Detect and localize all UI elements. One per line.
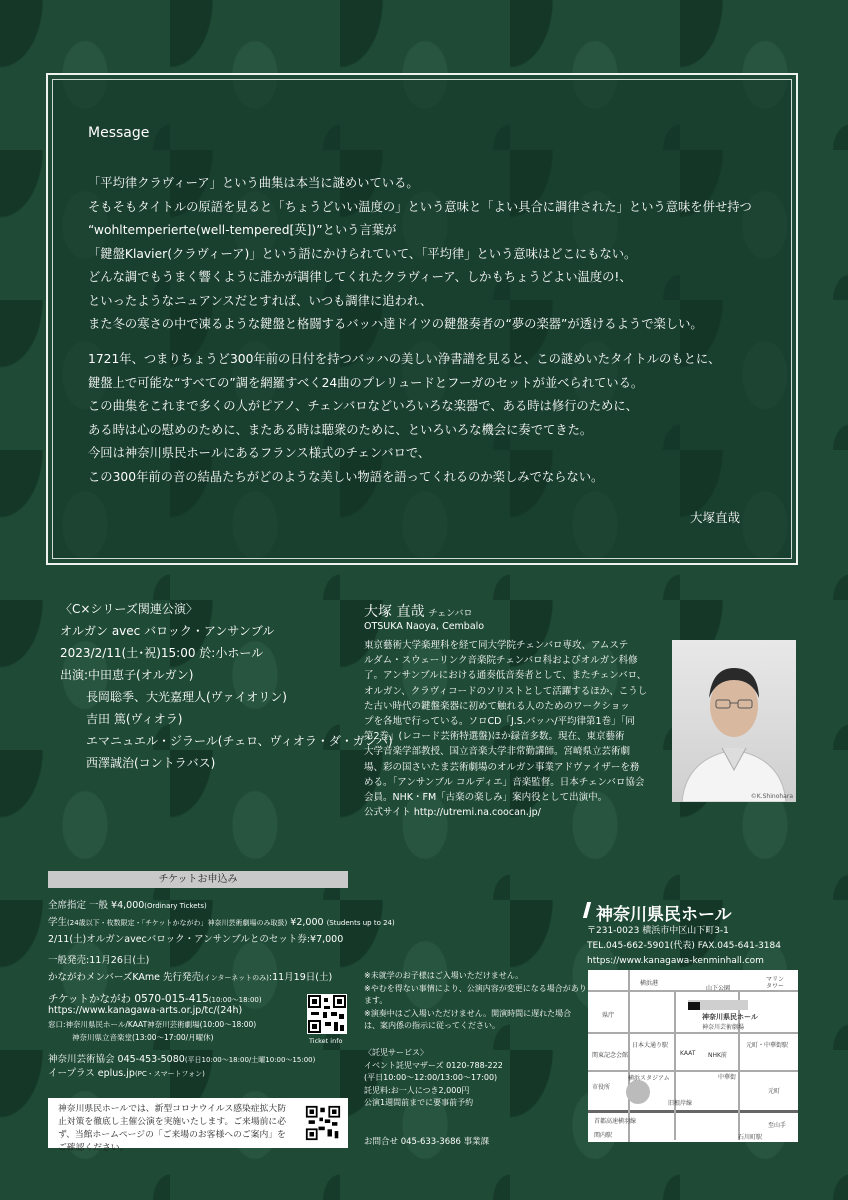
artist-name-text: 大塚 直哉 [364, 604, 425, 620]
ticket-header: チケットお申込み [48, 871, 348, 888]
hall-address: 〒231-0023 横浜市中区山下町3-1 [587, 926, 729, 936]
eplus-note: (PC・スマートフォン) [134, 1070, 205, 1078]
map-road [588, 990, 798, 992]
artist-roman: OTSUKA Naoya, Cembalo [364, 621, 485, 632]
kanagawa-hours: (10:00〜18:00) [208, 996, 262, 1004]
ticket-member-presale [48, 969, 332, 983]
ticket-kanagawa-url[interactable]: https://www.kanagawa-arts.or.jp/tc/(24h) [48, 1005, 243, 1016]
hall-name: 神奈川県民ホール [596, 905, 732, 925]
bio-line: プを各地で行っている。ソロCD「J.S.バッハ/平均律第1巻」「同 [364, 716, 635, 728]
member-note: (インターネットのみ) [201, 974, 269, 982]
bio-line: 大学音楽学部教授、国立音楽大学非常勤講師。宮崎県立芸術劇 [364, 746, 631, 758]
qr-icon [307, 994, 347, 1034]
message-line: この300年前の音の結晶たちがどのような美しい物語を語ってくれるのか楽しみでならない。 [88, 469, 604, 484]
message-line: どんな調でもうまく響くように誰かが調律してくれたクラヴィーア、しかもちょうどよい温度の!、 [88, 270, 632, 284]
ticket-set: 2/11(土)オルガンavecバロック・アンサンブルとのセット券:¥7,000 [48, 934, 344, 945]
map-railway [588, 1110, 798, 1113]
artist-photo [672, 640, 796, 802]
ticket-sale-date: 一般発売:11月26日(土) [48, 955, 150, 966]
price-general: 全席指定 一般 ¥4,000 [48, 900, 145, 911]
bio-line: める。「アンサンブル コルディエ」音楽監督。日本チェンバロ協会 [364, 776, 645, 788]
member-label: かながわメンバーズKAme 先行発売 [48, 972, 202, 983]
map-label: 石川町駅 [738, 1134, 763, 1141]
photo-credit: ©K.Shinohara [750, 793, 793, 800]
service-line: (平日10:00〜12:00/13:00〜17:00) [364, 1073, 498, 1082]
bio-line: 東京藝術大学楽理科を経て同大学院チェンバロ専攻、アムステ [364, 640, 629, 651]
note-line: ※演奏中はご入場いただけません。開演時間に遅れた場合 [364, 1008, 572, 1018]
bio-line: 了。アンサンブルにおける通奏低音奏者として、またチェンバロ、 [364, 670, 647, 682]
assoc-phone[interactable]: 神奈川芸術協会 045-453-5080 [48, 1054, 185, 1065]
artist-role: チェンバロ [428, 609, 473, 619]
access-map [588, 970, 798, 1142]
map-label: 中華街 [718, 1074, 737, 1081]
member-date: :11月19日(土) [268, 972, 333, 983]
ticket-kanagawa [48, 991, 262, 1006]
message-title: Message [88, 125, 150, 141]
service-line: 公演1週間前までに要事前予約 [364, 1098, 474, 1107]
message-signature: 大塚直哉 [690, 510, 741, 525]
map-road [588, 1032, 798, 1034]
note-line: ※未就学のお子様はご入場いただけません。 [364, 971, 524, 980]
related-concert [60, 598, 393, 774]
message-paragraph-1 [88, 172, 752, 337]
message-line: 鍵盤上で可能な“すべての”調を網羅すべく24曲のプレリュードとフーガのセットが並べられている。 [88, 375, 644, 390]
related-heading: 〈C×シリーズ関連公演〉 [60, 602, 198, 616]
map-label: 県庁 [602, 1012, 615, 1019]
message-line: といったようなニュアンスだとすれば、いつも調律に追われ、 [88, 293, 433, 308]
assoc-hours: (平日10:00〜18:00/土曜10:00〜15:00) [184, 1056, 316, 1064]
map-label: KAAT [680, 1050, 696, 1057]
price-student-note: (24歳以下・枚数限定・「チケットかながわ」神奈川芸術劇場のみ取扱) [67, 919, 288, 927]
related-datetime: 2023/2/11(土･祝)15:00 於:小ホール [60, 646, 264, 660]
bio-line: 会員。NHK・FM「古楽の楽しみ」案内役として出演中。 [364, 792, 608, 804]
map-label: 至山手 [768, 1122, 787, 1129]
message-line: 今回は神奈川県民ホールにあるフランス様式のチェンバロで、 [88, 446, 431, 460]
message-line: そもそもタイトルの原語を見ると「ちょうどいい温度の」という意味と「よい具合に調律された」という意味を併せ持つ [88, 199, 752, 214]
note-line: ※やむを得ない事情により、公演内容が変更になる場合があり [364, 983, 587, 993]
inquiry: お問合せ 045-633-3686 事業課 [364, 1137, 490, 1147]
map-label: NHK前 [708, 1052, 727, 1059]
kanagawa-phone[interactable]: チケットかながわ 0570-015-415 [48, 993, 209, 1005]
map-label: 日本大通り駅 [632, 1042, 669, 1049]
price-student: ¥2,000 [290, 917, 324, 928]
hall-url[interactable]: https://www.kanagawa-kenminhall.com [587, 956, 764, 966]
message-paragraph-2 [88, 348, 720, 489]
map-road [588, 1070, 798, 1072]
related-performer: 長岡聡季、大光嘉理人(ヴァイオリン) [86, 690, 287, 704]
related-performer: 吉田 篤(ヴィオラ) [86, 712, 183, 726]
qr-icon [305, 1105, 341, 1141]
map-label: マリン [766, 976, 785, 983]
map-label: 横浜スタジアム [628, 1075, 670, 1082]
map-hall-block [688, 1002, 700, 1010]
message-line: この曲集をこれまで多くの人がピアノ、チェンバロなどいろいろな楽器で、ある時は修行のために、 [88, 399, 638, 413]
message-line: “wohltemperierte(well-tempered[英])”という言葉が [88, 223, 397, 237]
related-performers-label: 出演:中田恵子(オルガン) [60, 668, 194, 682]
map-label: 神奈川芸術劇場 [702, 1024, 745, 1031]
related-program: オルガン avec バロック・アンサンブル [60, 624, 275, 638]
bio-line: オルガン、クラヴィコードのソリストとして活躍するほか、こうし [364, 685, 648, 697]
bio-line: 第2巻」(レコード芸術特選盤)ほか録音多数。現在、東京藝術 [364, 731, 625, 743]
ticket-assoc [48, 1051, 315, 1065]
message-line: ある時は心の慰めのために、またある時は聴衆のために、といろいろな機会に奏でてきた。 [88, 422, 593, 437]
bio-line: 公式サイト http://utremi.na.coocan.jp/ [364, 807, 541, 819]
service-line: 託児料:お一人につき2,000円 [364, 1085, 470, 1095]
map-label: 旧根岸線 [668, 1100, 693, 1107]
map-label: 元町・中華街駅 [746, 1042, 789, 1049]
map-label: 神奈川県民ホール [702, 1013, 758, 1021]
ticket-window-2: 神奈川県立音楽堂(13:00〜17:00/月曜休) [72, 1033, 214, 1042]
map-label: 首都高速横羽線 [594, 1118, 637, 1125]
bio-line: ルダム・スウェーリンク音楽院チェンバロ科およびオルガン科修 [364, 655, 638, 667]
price-general-en: (Ordinary Tickets) [144, 902, 207, 910]
service-line: 〈託児サービス〉 [364, 1048, 428, 1057]
message-line: 「平均律クラヴィーア」という曲集は本当に謎めいている。 [88, 176, 419, 190]
map-stadium [626, 1080, 650, 1104]
map-label: 元町 [768, 1088, 781, 1095]
childcare-service [364, 1047, 503, 1110]
covid-notice: 神奈川県民ホールでは、新型コロナウイルス感染症拡大防止対策を徹底し主催公演を実施いたします。ご来場前に必ず、当館ホームページの「ご来場のお客様へのご案内」をご確認ください。 [48, 1098, 348, 1148]
message-line: 「鍵盤Klavier(クラヴィーア)」という語にかけられていて、「平均律」という意味はどこにもない。 [88, 246, 637, 261]
bio-line: た古い時代の鍵盤楽器に初めて触れる人のためのワークショッ [364, 700, 630, 712]
ticket-price-student [48, 914, 395, 928]
price-student-label: 学生 [48, 917, 68, 928]
bio-line: 場、彩の国さいたま芸術劇場のオルガン事業アドヴァイザーを務 [364, 761, 640, 773]
artist-name [364, 601, 473, 621]
note-line: は、案内係の指示に従ってください。 [364, 1021, 500, 1030]
related-performer: エマニュエル・ジラール(チェロ、ヴィオラ・ダ・ガンバ) [86, 734, 393, 748]
note-line: ます。 [364, 996, 388, 1005]
portrait-illustration [672, 640, 796, 802]
service-line: イベント託児マザーズ 0120-788-222 [364, 1060, 503, 1070]
map-label: タワー [766, 983, 785, 990]
map-label: 山下公園 [706, 985, 731, 992]
hall-tel: TEL.045-662-5901(代表) FAX.045-641-3184 [587, 941, 781, 951]
price-student-en: (Students up to 24) [326, 919, 395, 927]
artist-bio [364, 638, 664, 820]
hall-logo-icon [583, 902, 591, 918]
ticket-qr-code[interactable] [307, 994, 347, 1034]
eplus-link[interactable]: イープラス eplus.jp [48, 1068, 135, 1079]
notice-qr-code[interactable] [305, 1105, 341, 1141]
hall-info [587, 924, 781, 969]
map-label: 関内駅 [594, 1132, 613, 1139]
message-line: また冬の寒さの中で凍るような鍵盤と格闘するバッハ達ドイツの鍵盤奏者の“夢の楽器”が透けるようで楽しい。 [88, 317, 703, 331]
ticket-window: 窓口:神奈川県民ホール/KAAT神奈川芸術劇場(10:00〜18:00) [48, 1020, 257, 1029]
map-label: 関東記念会館 [592, 1052, 629, 1059]
map-road [674, 990, 676, 1140]
related-performer: 西澤誠治(コントラバス) [86, 756, 216, 770]
map-label: 横浜港 [640, 980, 659, 987]
ticket-eplus [48, 1065, 205, 1079]
attendance-notes [364, 970, 587, 1033]
ticket-price-general [48, 897, 207, 911]
message-line: 1721年、つまりちょうど300年前の日付を持つバッハの美しい浄書譜を見ると、この謎めいたタイトルのもとに、 [88, 352, 721, 366]
ticket-info-label: Ticket info [309, 1037, 343, 1045]
map-label: 市役所 [592, 1084, 611, 1091]
